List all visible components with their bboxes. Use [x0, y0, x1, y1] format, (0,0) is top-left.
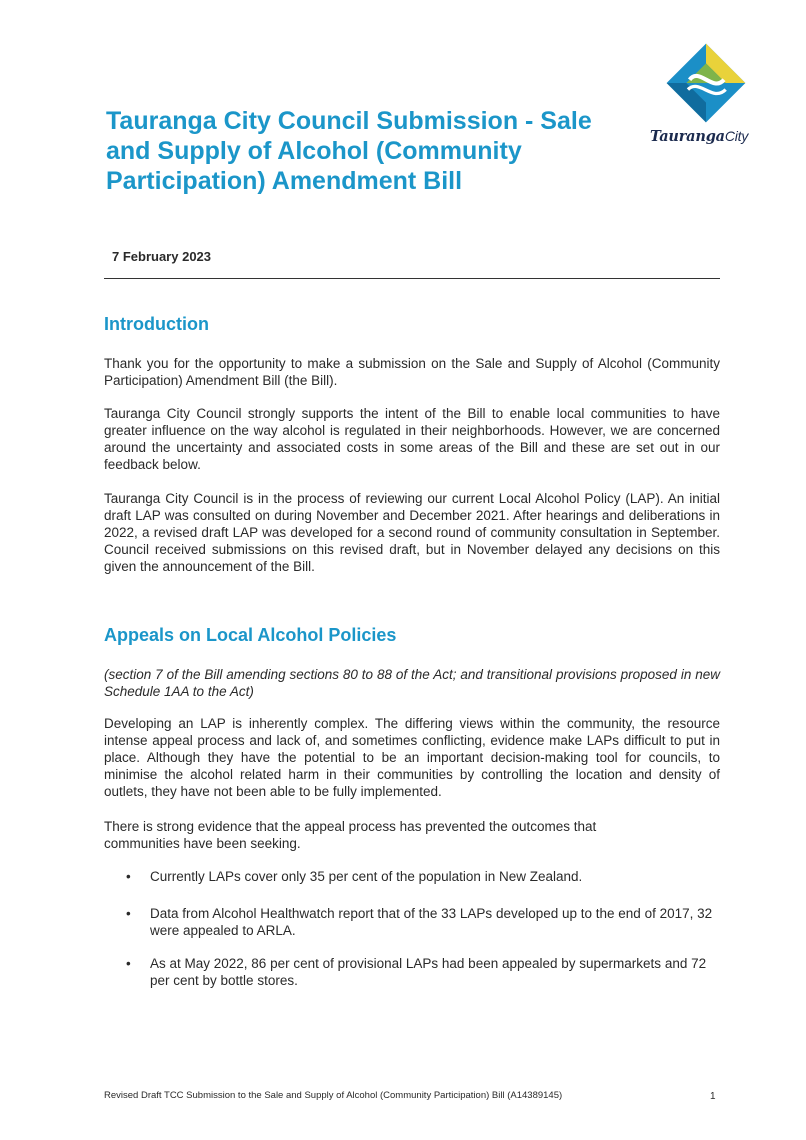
bullet-icon: • — [126, 956, 131, 971]
introduction-paragraph: Tauranga City Council strongly supports the intent of the Bill to enable local communities to have greater influence on the way alcohol is regulated in their neighborhoods. However, we are concerned around the uncertainty and associated costs in some areas of the Bill and these are set out in our feedback below. — [104, 406, 720, 472]
introduction-heading: Introduction — [104, 314, 209, 334]
page-footer: Revised Draft TCC Submission to the Sale and Supply of Alcohol (Community Participation) Bill (A14389145) — [104, 1090, 563, 1101]
introduction-paragraph: Tauranga City Council is in the process of reviewing our current Local Alcohol Policy (LAP). An initial draft LAP was consulted on during November and December 2021. After hearings and deliberations in 2022, a revised draft LAP was developed for a second round of community consultation in September. Council received submissions on this revised draft, but in November delayed any decisions on this given the announcement of the Bill. — [104, 491, 720, 574]
list-item-text: As at May 2022, 86 per cent of provisional LAPs had been appealed by supermarkets and 72 per cent by bottle stores. — [150, 956, 707, 988]
appeals-section-note: (section 7 of the Bill amending sections 80 to 88 of the Act; and transitional provisions proposed in new Schedule 1AA to the Act) — [104, 667, 720, 699]
logo-wordmark-tauranga: Tauranga — [650, 128, 725, 145]
introduction-paragraph: Thank you for the opportunity to make a submission on the Sale and Supply of Alcohol (Community Participation) Amendment Bill (the Bill). — [104, 356, 720, 388]
appeals-paragraph: Developing an LAP is inherently complex. The differing views within the community, the resource intense appeal process and lack of, and sometimes conflicting, evidence make LAPs difficult to put in place. Although they have the potential to be an important decision-making tool for councils, to minimise the alcohol related harm in their communities by controlling the location and density of outlets, they have not been able to be fully implemented. — [104, 716, 720, 799]
bullet-icon: • — [126, 869, 131, 884]
document-title: Tauranga City Council Submission - Sale and Supply of Alcohol (Community Participation) Amendment Bill — [106, 107, 592, 195]
logo-diamond-icon — [665, 42, 747, 124]
logo-wordmark — [650, 128, 748, 145]
bullet-icon: • — [126, 906, 131, 921]
tauranga-city-logo — [640, 42, 770, 160]
page-number: 1 — [710, 1091, 716, 1102]
list-item-text: Data from Alcohol Healthwatch report that of the 33 LAPs developed up to the end of 2017, 32 were appealed to ARLA. — [150, 906, 713, 938]
appeals-heading: Appeals on Local Alcohol Policies — [104, 625, 397, 645]
document-date: 7 February 2023 — [112, 249, 212, 264]
list-item-text: Currently LAPs cover only 35 per cent of the population in New Zealand. — [150, 869, 583, 884]
logo-wordmark-city: City — [724, 128, 749, 144]
appeals-paragraph: There is strong evidence that the appeal process has prevented the outcomes that communities have been seeking. — [104, 819, 597, 851]
header-divider — [104, 278, 720, 279]
